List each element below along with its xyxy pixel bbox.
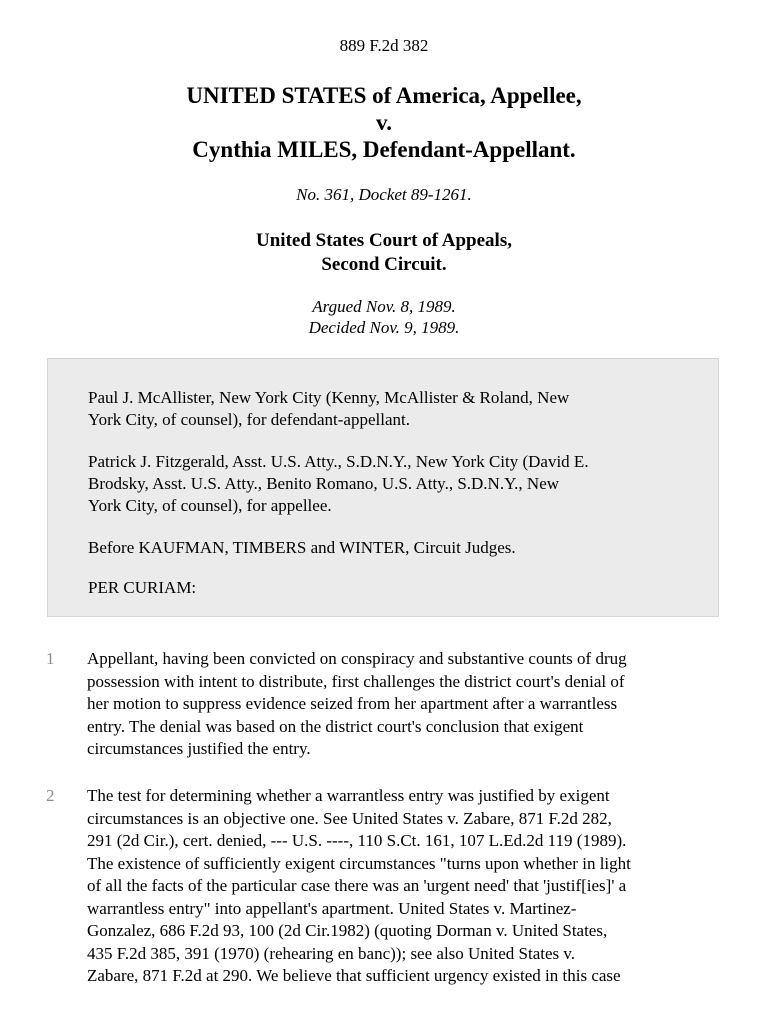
paragraph-line: possession with intent to distribute, first challenges the district court's denial of [87,671,625,691]
appellee-counsel-line2: Brodsky, Asst. U.S. Atty., Benito Romano, U.S. Atty., S.D.N.Y., New [88,474,560,493]
caption-appellee: UNITED STATES of America, Appellee, [186,83,582,108]
appellant-counsel-line1: Paul J. McAllister, New York City (Kenny, McAllister & Roland, New [88,388,570,407]
paragraph-line: her motion to suppress evidence seized from her apartment after a warrantless [87,694,618,713]
panel-judges: Before KAUFMAN, TIMBERS and WINTER, Circuit Judges. [88,538,516,557]
paragraph-line: Gonzalez, 686 F.2d 93, 100 (2d Cir.1982) (quoting Dorman v. United States, [87,921,608,940]
paragraph-line: entry. The denial was based on the district court's conclusion that exigent [87,716,584,736]
per-curiam-label: PER CURIAM: [88,578,197,597]
paragraph-line: Appellant, having been convicted on conspiracy and substantive counts of drug [87,649,627,668]
paragraph-line: 291 (2d Cir.), cert. denied, --- U.S. ----, 110 S.Ct. 161, 107 L.Ed.2d 119 (1989). [87,831,627,850]
court-name [0,229,768,277]
court-name-line2: Second Circuit. [321,254,447,275]
paragraph-text [87,785,631,988]
paragraph-line: The test for determining whether a warrantless entry was justified by exigent [87,786,610,805]
counsel-box [47,358,719,617]
paragraph-number: 1 [46,649,55,668]
paragraph-text [87,648,627,761]
paragraph-line: circumstances justified the entry. [87,739,311,758]
paragraph-number: 2 [46,786,55,805]
paragraph-line: of all the facts of the particular case there was an 'urgent need' that 'justif[ies]' a [87,876,627,895]
caption-versus: v. [376,110,392,135]
argued-date: Argued Nov. 8, 1989. [312,297,456,316]
paragraph-line: Zabare, 871 F.2d at 290. We believe that sufficient urgency existed in this case [87,966,621,985]
appellant-counsel-line2: York City, of counsel), for defendant-appellant. [88,410,410,429]
appellee-counsel-line1: Patrick J. Fitzgerald, Asst. U.S. Atty., S.D.N.Y., New York City (David E. [88,452,589,471]
case-caption [0,82,768,163]
paragraph-line: 435 F.2d 385, 391 (1970) (rehearing en banc)); see also United States v. [87,943,576,963]
appellee-counsel-line3: York City, of counsel), for appellee. [88,496,332,515]
paragraph-line: warrantless entry" into appellant's apartment. United States v. Martinez- [87,898,577,918]
caption-appellant: Cynthia MILES, Defendant-Appellant. [192,137,576,162]
paragraph-line: circumstances is an objective one. See United States v. Zabare, 871 F.2d 282, [87,808,612,828]
case-dates [0,296,768,338]
case-citation: 889 F.2d 382 [339,36,429,55]
decided-date: Decided Nov. 9, 1989. [308,318,460,337]
court-name-line1: United States Court of Appeals, [256,230,512,251]
docket-number: No. 361, Docket 89-1261. [296,185,472,204]
paragraph-line: The existence of sufficiently exigent circumstances "turns upon whether in light [87,853,631,873]
